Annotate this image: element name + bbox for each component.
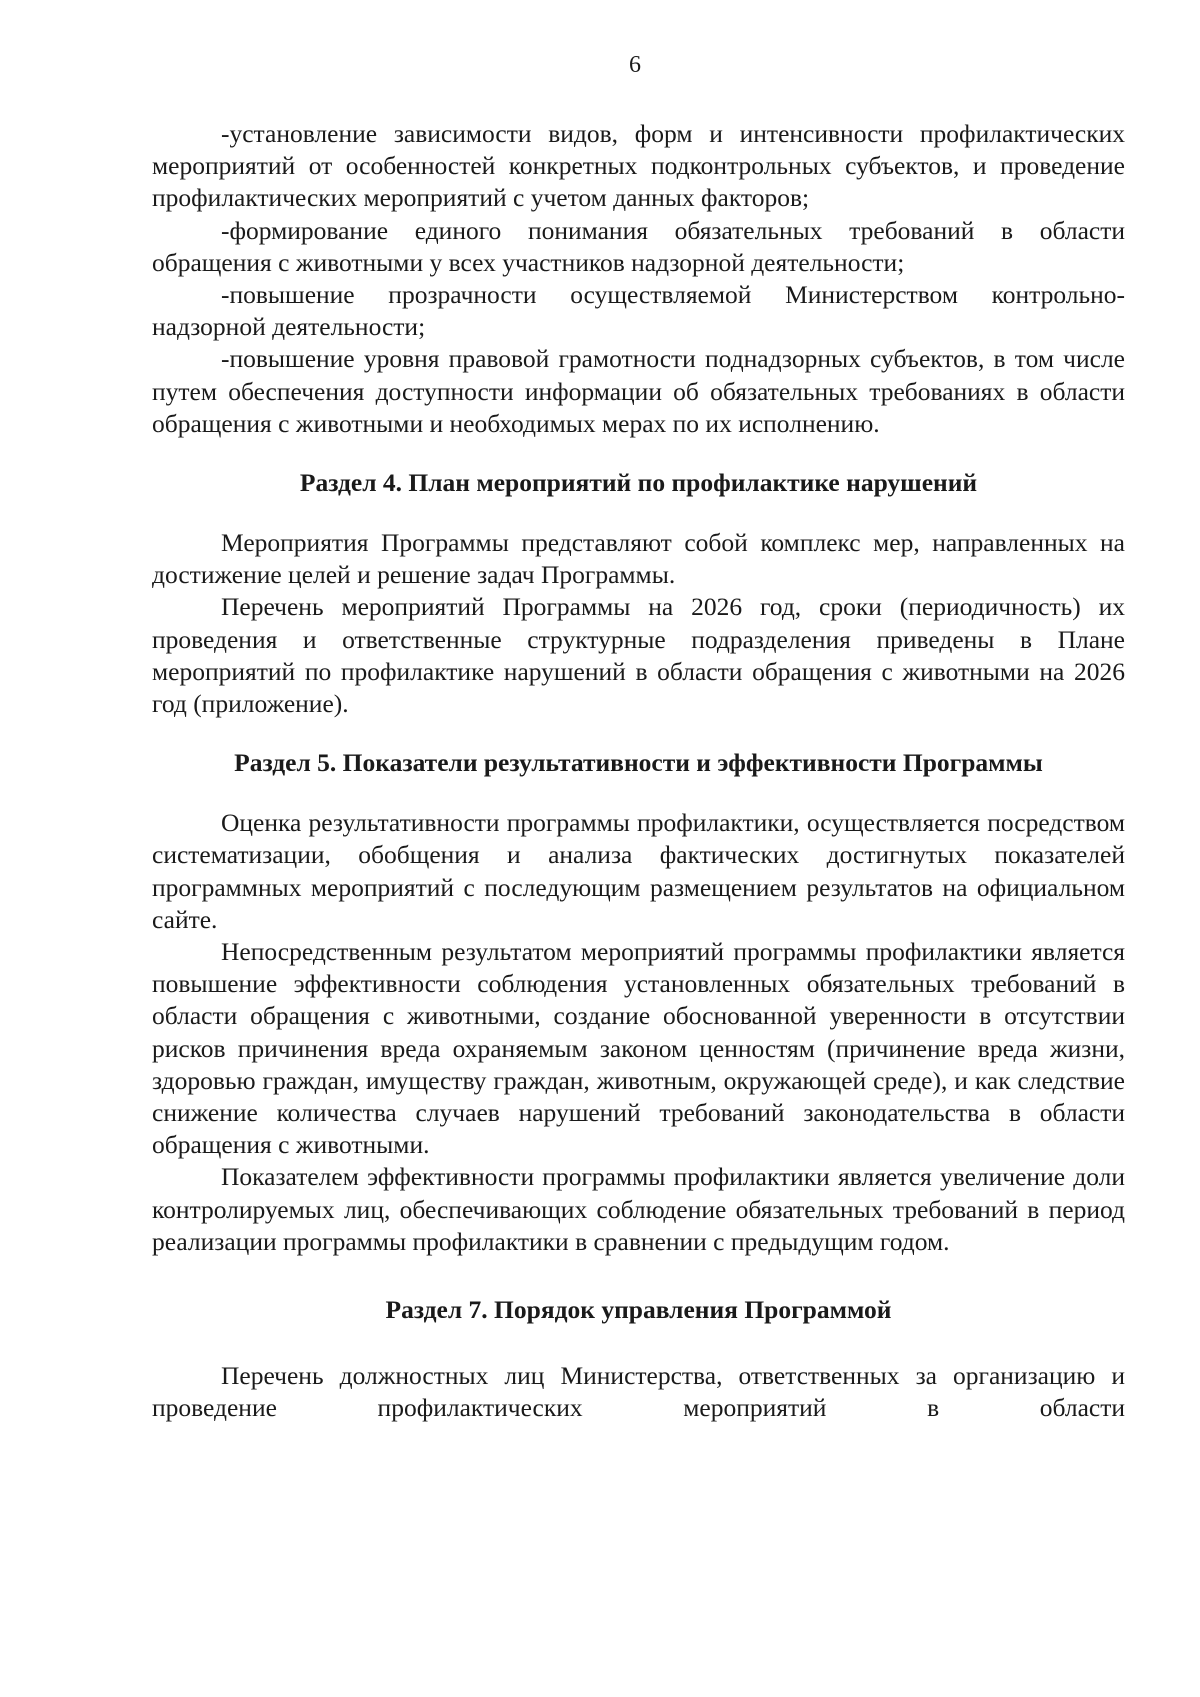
- page-number: 6: [629, 52, 641, 78]
- list-item: -повышение уровня правовой грамотности поднадзорных субъектов, в том числе путем обеспечения доступности информации об обязательных требованиях в области обращения с животными и необходимых мерах по их исполнению.: [152, 344, 1125, 438]
- list-item: -повышение прозрачности осуществляемой Министерством контрольно-надзорной деятельности;: [152, 280, 1125, 342]
- paragraph: Оценка результативности программы профилактики, осуществляется посредством систематизации, обобщения и анализа фактических достигнутых показателей программных мероприятий с последующим размещением результатов на официальном сайте.: [152, 808, 1125, 934]
- list-item: -установление зависимости видов, форм и интенсивности профилактических мероприятий от особенностей конкретных подконтрольных субъектов, и проведение профилактических мероприятий с учетом данных факторов;: [152, 119, 1125, 213]
- paragraph: Мероприятия Программы представляют собой комплекс мер, направленных на достижение целей и решение задач Программы.: [152, 528, 1125, 590]
- section-heading: Раздел 4. План мероприятий по профилактике нарушений: [299, 468, 978, 498]
- section-heading: Раздел 7. Порядок управления Программой: [385, 1295, 892, 1325]
- document-body: [152, 118, 1125, 1425]
- paragraph: Перечень должностных лиц Министерства, ответственных за организацию и проведение профилактических мероприятий в области: [152, 1361, 1125, 1423]
- paragraph: Показателем эффективности программы профилактики является увеличение доли контролируемых лиц, обеспечивающих соблюдение обязательных требований в период реализации программы профилактики в сравнении с предыдущим годом.: [152, 1162, 1125, 1256]
- list-item: -формирование единого понимания обязательных требований в области обращения с животными у всех участников надзорной деятельности;: [152, 215, 1125, 277]
- paragraph: Перечень мероприятий Программы на 2026 год, сроки (периодичность) их проведения и ответственные структурные подразделения приведены в Плане мероприятий по профилактике нарушений в области обращения с животными на 2026 год (приложение).: [152, 592, 1125, 719]
- section-heading: Раздел 5. Показатели результативности и эффективности Программы: [234, 748, 1043, 778]
- paragraph: Непосредственным результатом мероприятий программы профилактики является повышение эффективности соблюдения установленных обязательных требований в области обращения с животными, создание обоснованной уверенности в отсутствии рисков причинения вреда охраняемым законом ценностям (причинение вреда жизни, здоровью граждан, имуществу граждан, животным, окружающей среде), и как следствие снижение количества случаев нарушений требований законодательства в области обращения с животными.: [152, 937, 1125, 1160]
